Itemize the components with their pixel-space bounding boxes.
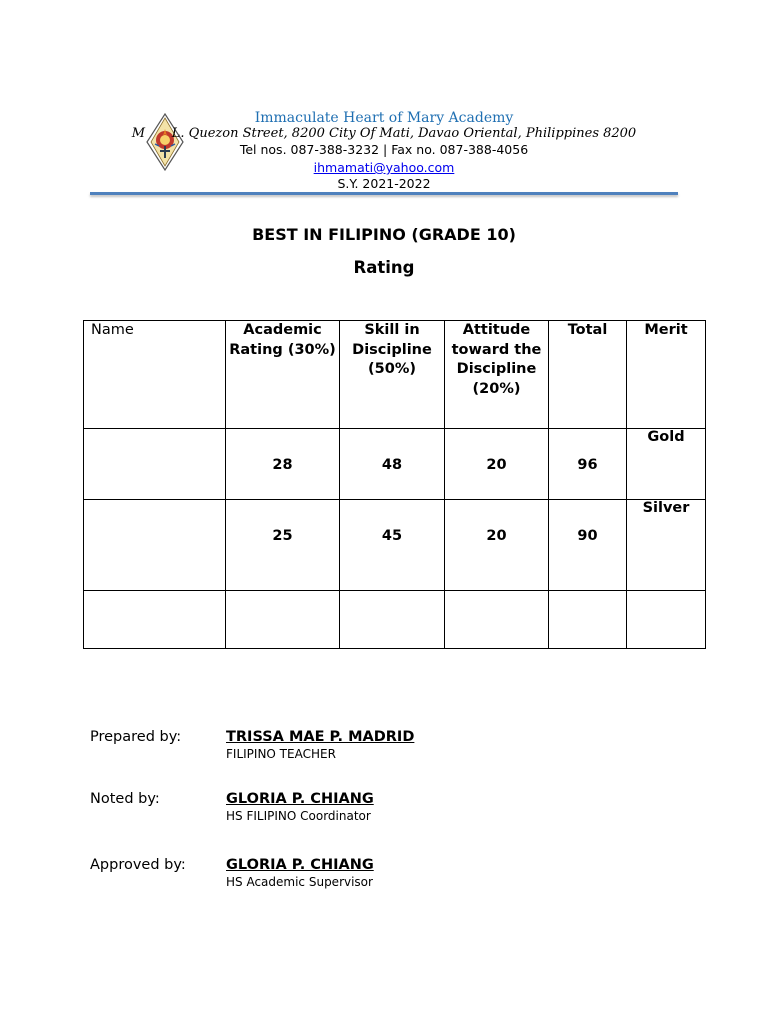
table-header-row (84, 321, 706, 429)
cell-merit (627, 500, 706, 591)
document-title: BEST IN FILIPINO (GRADE 10) (252, 225, 516, 244)
merit-label: Gold (647, 429, 685, 445)
cell-name (84, 429, 226, 500)
school-address (90, 126, 678, 142)
signatory-name: GLORIA P. CHIANG (226, 791, 374, 807)
signatory-role: HS FILIPINO Coordinator (226, 809, 371, 823)
cell-name (84, 500, 226, 591)
cell-name (84, 591, 226, 649)
cell-academic: 25 (226, 500, 340, 591)
school-year: S.Y. 2021-2022 (337, 176, 431, 191)
merit-label: Silver (642, 500, 690, 516)
table-row (84, 429, 706, 500)
address-lead: M (131, 126, 146, 141)
header-total: Total (549, 321, 627, 429)
cell-academic: 28 (226, 429, 340, 500)
header-attitude: Attitude toward the Discipline (20%) (445, 321, 549, 429)
cell-total: 90 (549, 500, 627, 591)
signature-label: Noted by: (90, 791, 160, 807)
cell-total: 96 (549, 429, 627, 500)
header-merit: Merit (627, 321, 706, 429)
cell-total (549, 591, 627, 649)
signatory-name: GLORIA P. CHIANG (226, 857, 374, 873)
document-subtitle: Rating (353, 258, 415, 277)
header-academic-rating: Academic Rating (30%) (226, 321, 340, 429)
cell-attitude (445, 591, 549, 649)
cell-attitude: 20 (445, 500, 549, 591)
table-row (84, 500, 706, 591)
signature-label: Approved by: (90, 857, 186, 873)
contact-numbers: Tel nos. 087-388-3232 | Fax no. 087-388-4056 (239, 142, 529, 157)
header-skill-in-discipline: Skill in Discipline (50%) (340, 321, 445, 429)
cell-academic (226, 591, 340, 649)
cell-attitude: 20 (445, 429, 549, 500)
cell-skill (340, 591, 445, 649)
rating-table (83, 320, 706, 649)
school-name: Immaculate Heart of Mary Academy (254, 110, 514, 126)
email-link[interactable]: ihmamati@yahoo.com (313, 160, 455, 175)
cell-skill: 45 (340, 500, 445, 591)
table-row (84, 591, 706, 649)
cell-merit (627, 591, 706, 649)
signatory-name: TRISSA MAE P. MADRID (226, 729, 415, 745)
header-name: Name (84, 321, 226, 429)
address-text: L. Quezon Street, 8200 City Of Mati, Davao Oriental, Philippines 8200 (171, 126, 637, 141)
cell-merit (627, 429, 706, 500)
header-divider (90, 192, 678, 195)
signatory-role: HS Academic Supervisor (226, 875, 373, 889)
signatory-role: FILIPINO TEACHER (226, 747, 336, 761)
signature-label: Prepared by: (90, 729, 182, 745)
cell-skill: 48 (340, 429, 445, 500)
letterhead (90, 110, 678, 191)
